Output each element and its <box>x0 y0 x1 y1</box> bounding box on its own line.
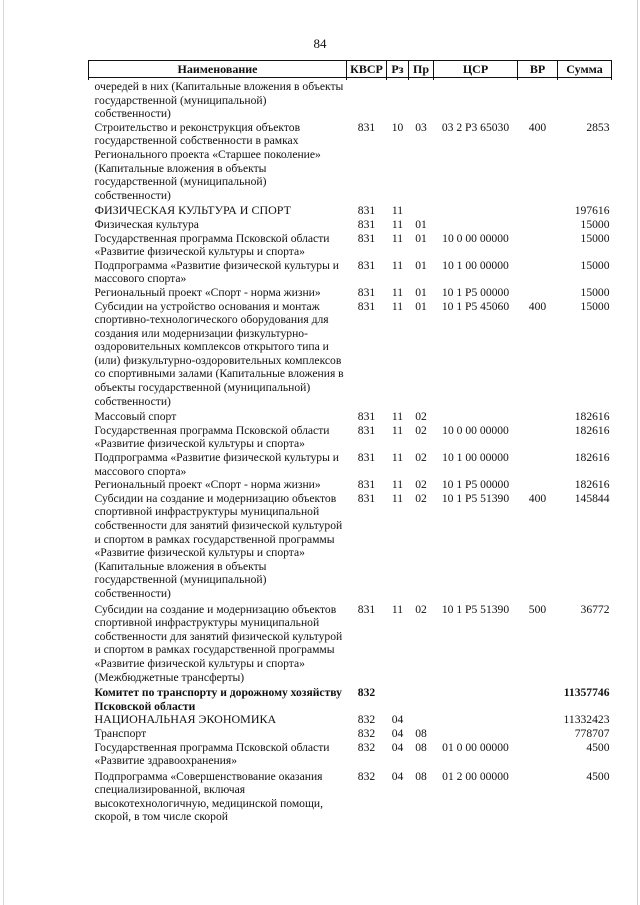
cell-rz: 11 <box>391 423 404 437</box>
cell-pr: 02 <box>415 451 427 465</box>
cell-csr: 10 1 00 00000 <box>442 258 509 272</box>
cell-csr: 10 0 00 00000 <box>442 231 509 245</box>
table-row <box>89 202 612 218</box>
cell-csr <box>434 202 518 218</box>
cell-kvsr: 831 <box>357 410 376 424</box>
cell-vr <box>518 478 558 492</box>
cell-pr: 08 <box>415 740 427 754</box>
cell-rz: 11 <box>391 258 404 272</box>
cell-vr <box>518 286 558 300</box>
cell-kvsr: 831 <box>357 451 376 465</box>
column-header-csr: ЦСР <box>434 61 518 78</box>
cell-pr: 02 <box>415 423 427 437</box>
cell-name: очередей в них (Капитальные вложения в объекты государственной (муниципальной) собственности) <box>94 80 344 121</box>
column-header-pr: Пр <box>409 61 434 78</box>
cell-name: Региональный проект «Спорт - норма жизни» <box>94 478 321 492</box>
cell-vr <box>518 232 558 259</box>
cell-csr <box>434 713 518 727</box>
cell-csr: 03 2 P3 65030 <box>441 120 510 134</box>
cell-pr: 01 <box>415 285 427 299</box>
table-row <box>89 232 612 259</box>
table-row <box>89 492 612 601</box>
cell-pr: 01 <box>415 217 427 231</box>
cell-rz: 11 <box>391 299 404 313</box>
cell-sum: 182616 <box>574 478 610 492</box>
cell-pr <box>409 684 434 713</box>
cell-csr <box>434 408 518 424</box>
cell-vr <box>518 80 558 121</box>
cell-pr: 01 <box>415 299 427 313</box>
cell-sum: 15000 <box>580 285 610 299</box>
cell-kvsr: 831 <box>357 231 376 245</box>
cell-csr: 10 1 P5 51390 <box>441 602 510 616</box>
cell-vr: 400 <box>528 299 547 313</box>
cell-name: ФИЗИЧЕСКАЯ КУЛЬТУРА И СПОРТ <box>94 203 291 218</box>
cell-name: Подпрограмма «Развитие физической культуры и массового спорта» <box>94 258 339 286</box>
cell-csr: 10 1 P5 51390 <box>441 491 510 505</box>
cell-sum: 11332423 <box>563 713 610 727</box>
page-number: 84 <box>313 36 327 51</box>
cell-vr <box>518 451 558 478</box>
cell-sum: 15000 <box>580 299 610 313</box>
cell-pr <box>409 713 434 727</box>
cell-rz: 11 <box>391 478 404 492</box>
cell-vr <box>518 424 558 451</box>
cell-pr: 02 <box>415 602 427 616</box>
cell-sum: 182616 <box>574 423 610 437</box>
table-row <box>89 451 612 478</box>
cell-pr: 02 <box>415 478 427 492</box>
cell-kvsr: 831 <box>357 478 376 492</box>
cell-vr <box>518 684 558 713</box>
cell-rz: 11 <box>391 217 404 231</box>
cell-name: Комитет по транспорту и дорожному хозяйству Псковской области <box>94 686 342 713</box>
cell-vr <box>518 202 558 218</box>
cell-vr <box>518 408 558 424</box>
cell-csr: 10 1 P5 00000 <box>441 478 510 492</box>
cell-kvsr: 831 <box>357 423 376 437</box>
cell-rz <box>387 684 409 713</box>
cell-name: НАЦИОНАЛЬНАЯ ЭКОНОМИКА <box>94 712 277 727</box>
cell-sum: 182616 <box>574 410 610 424</box>
table-row <box>89 601 612 685</box>
cell-name: Подпрограмма «Развитие физической культуры и массового спорта» <box>94 451 339 478</box>
table-header <box>89 61 612 81</box>
cell-rz: 04 <box>391 726 404 740</box>
cell-sum: 36772 <box>580 602 610 616</box>
cell-csr: 10 1 P5 45060 <box>441 299 510 313</box>
table-row <box>89 727 612 741</box>
budget-table <box>88 60 612 824</box>
table-row <box>89 684 612 713</box>
table-row <box>89 121 612 203</box>
cell-vr <box>518 768 558 824</box>
cell-vr <box>518 259 558 286</box>
scan-edge-left <box>3 0 4 905</box>
cell-csr: 10 1 P5 00000 <box>441 285 510 299</box>
cell-name: Физическая культура <box>94 217 199 231</box>
cell-csr: 10 1 00 00000 <box>442 451 509 465</box>
cell-vr <box>518 218 558 232</box>
scan-edge-right <box>637 0 638 905</box>
cell-kvsr: 832 <box>357 726 376 740</box>
cell-name: Субсидии на создание и модернизацию объектов спортивной инфраструктуры муниципальной собственности для занятий физической культурой и спортом в рамках государственной программы «Развитие физической культуры и спорта» (Капитальные вложения в объекты государственной (муниципальной) собственности) <box>94 491 343 600</box>
column-header-rz: Рз <box>387 61 409 78</box>
table-row <box>89 768 612 824</box>
cell-name: Субсидии на создание и модернизацию объектов спортивной инфраструктуры муниципальной собственности для занятий физической культурой и спортом в рамках государственной программы «Развитие физической культуры и спорта» (Межбюджетные трансферты) <box>94 602 343 684</box>
cell-pr <box>409 202 434 218</box>
cell-name: Массовый спорт <box>94 410 177 424</box>
cell-rz: 04 <box>391 713 404 727</box>
cell-name: Региональный проект «Спорт - норма жизни» <box>94 285 321 299</box>
cell-vr <box>518 727 558 741</box>
cell-csr: 01 0 00 00000 <box>442 740 509 754</box>
cell-kvsr: 832 <box>357 713 376 727</box>
cell-rz: 10 <box>391 120 404 134</box>
cell-sum: 15000 <box>580 231 610 245</box>
cell-vr: 500 <box>528 602 547 616</box>
table-row <box>89 259 612 286</box>
table-row <box>89 713 612 727</box>
cell-sum: 182616 <box>574 451 610 465</box>
cell-rz: 04 <box>391 740 404 754</box>
cell-sum: 197616 <box>574 204 610 218</box>
cell-name: Строительство и реконструкция объектов государственной собственности в рамках Регионального проекта «Старшее поколение» (Капитальные вложения в объекты государственной (муниципальной) собственности) <box>94 120 321 202</box>
cell-csr <box>434 218 518 232</box>
cell-pr <box>409 80 434 121</box>
cell-vr <box>518 741 558 768</box>
cell-sum: 778707 <box>574 726 610 740</box>
cell-name: Субсидии на устройство основания и монтаж спортивно-технологического оборудования для создания или модернизации физкультурно-оздоровительных комплексов открытого типа и (или) физкультурно-оздоровительных комплексов со спортивными залами (Капитальные вложения в объекты государственной (муниципальной) собственности) <box>94 299 344 408</box>
cell-kvsr: 831 <box>357 258 376 272</box>
table-row <box>89 478 612 492</box>
cell-kvsr: 831 <box>357 602 376 616</box>
cell-rz: 11 <box>391 231 404 245</box>
cell-rz: 11 <box>391 410 404 424</box>
cell-name: Подпрограмма «Совершенствование оказания специализированной, включая высокотехнологичную, медицинской помощи, скорой, в том числе скорой <box>94 769 324 824</box>
cell-pr: 03 <box>415 120 427 134</box>
cell-kvsr: 831 <box>357 217 376 231</box>
cell-kvsr: 831 <box>357 285 376 299</box>
cell-sum: 4500 <box>586 769 610 783</box>
cell-pr: 08 <box>415 769 427 783</box>
cell-name: Государственная программа Псковской области «Развитие физической культуры и спорта» <box>94 423 330 451</box>
column-header-name: Наименование <box>89 61 347 78</box>
cell-sum <box>558 80 612 121</box>
cell-vr: 400 <box>528 120 547 134</box>
table-row <box>89 286 612 300</box>
cell-csr <box>434 684 518 713</box>
cell-rz: 11 <box>391 451 404 465</box>
table-row <box>89 741 612 768</box>
table-body <box>89 80 612 824</box>
cell-rz: 11 <box>391 204 404 218</box>
cell-rz: 04 <box>391 769 404 783</box>
cell-kvsr: 831 <box>357 120 376 134</box>
cell-kvsr: 831 <box>357 204 376 218</box>
cell-csr: 10 0 00 00000 <box>442 423 509 437</box>
table-row <box>89 424 612 451</box>
cell-pr: 01 <box>415 258 427 272</box>
cell-sum: 15000 <box>580 217 610 231</box>
cell-pr: 02 <box>415 491 427 505</box>
cell-kvsr: 832 <box>357 740 376 754</box>
cell-csr <box>434 80 518 121</box>
column-header-vr: ВР <box>518 61 558 78</box>
cell-sum: 145844 <box>574 491 610 505</box>
cell-kvsr: 832 <box>357 769 376 783</box>
cell-sum: 4500 <box>586 740 610 754</box>
cell-kvsr: 831 <box>357 491 376 505</box>
cell-kvsr <box>347 80 387 121</box>
cell-rz: 11 <box>391 602 404 616</box>
table-row <box>89 300 612 409</box>
cell-rz <box>387 80 409 121</box>
cell-name: Государственная программа Псковской области «Развитие физической культуры и спорта» <box>94 231 330 259</box>
cell-vr <box>518 713 558 727</box>
cell-rz: 11 <box>391 491 404 505</box>
cell-name: Государственная программа Псковской области «Развитие здравоохранения» <box>94 740 330 768</box>
cell-kvsr: 832 <box>357 686 376 700</box>
cell-sum: 15000 <box>580 258 610 272</box>
cell-pr: 01 <box>415 231 427 245</box>
cell-sum: 11357746 <box>563 686 610 700</box>
cell-csr: 01 2 00 00000 <box>442 769 509 783</box>
cell-pr: 02 <box>415 410 427 424</box>
cell-sum: 2853 <box>586 120 610 134</box>
cell-name: Транспорт <box>94 726 147 740</box>
table-row <box>89 80 612 121</box>
column-header-kvsr: КВСР <box>347 61 387 78</box>
table-row <box>89 218 612 232</box>
table-row <box>89 408 612 424</box>
cell-kvsr: 831 <box>357 299 376 313</box>
column-header-sum: Сумма <box>558 61 612 78</box>
cell-pr: 08 <box>415 726 427 740</box>
cell-vr: 400 <box>528 491 547 505</box>
cell-rz: 11 <box>391 285 404 299</box>
cell-csr <box>434 727 518 741</box>
